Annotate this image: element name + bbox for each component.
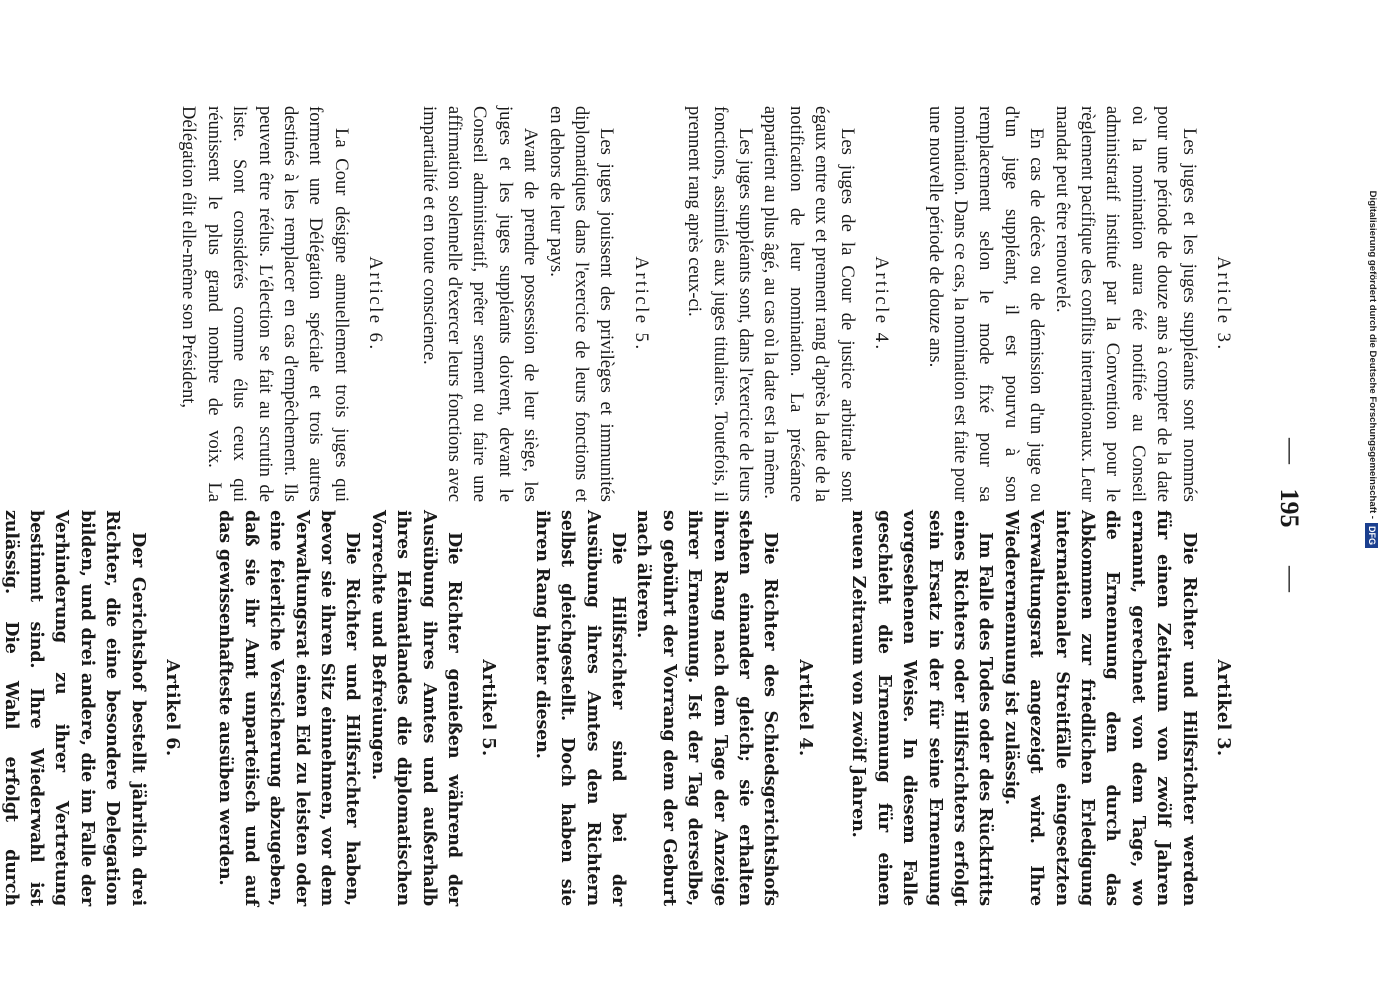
article-heading: Artikel 5. (478, 659, 500, 757)
article-paragraph: Die Richter genießen während der Ausübung ihres Amtes und außerhalb ihres Heimatlandes die diplomatischen Vorrechte und Befreiungen. (367, 510, 466, 906)
french-article-3 (922, 106, 1236, 502)
german-column (0, 510, 1236, 906)
article-heading: Article 4. (871, 256, 893, 352)
digitization-credit (1364, 8, 1380, 548)
article-heading: Artikel 6. (161, 659, 183, 757)
article-heading: Article 6. (365, 256, 387, 352)
article-paragraph: Im Falle des Todes oder des Rücktritts eines Richters oder Hilfsrichters erfolgt sein Ersatz in der für seine Ernennung vorgesehenen Weise. In diesem Falle geschieht die Ernennung für einen neuen Zeitraum von zwölf Jahren. (848, 510, 997, 906)
credit-text: Digitalisierung gefördert durch die Deutsche Forschungsgemeinschaft - (1367, 190, 1378, 519)
german-article-6 (0, 510, 185, 906)
article-heading: Artikel 3. (1213, 659, 1234, 757)
article-paragraph: Die Richter und Hilfsrichter haben, bevor sie ihren Sitz einnehmen, vor dem Verwaltungsrat einen Eid zu leisten oder eine feierliche Versicherung abzugeben, daß sie ihr Amt unparteiisch und auf das gewissenhafteste ausüben werden. (215, 510, 364, 906)
article-heading: Article 3. (1213, 256, 1234, 352)
article-paragraph: La Cour désigne annuellement trois juges qui forment une Délégation spéciale et trois autres destinés à les remplacer en cas d'empêchement. Ils peuvent être réélus. L'élection se fait au scrutin de liste. Sont considérés comme élus ceux qui réunissent le plus grand nombre de voix. La Délégation élit elle-même son Président, (178, 106, 352, 502)
article-paragraph: Die Richter und Hilfsrichter werden für einen Zeitraum von zwölf Jahren ernannt, gerechnet von dem Tage, wo die Ernennung dem durch das Abkommen zur friedlichen Erledigung internationaler Streitfälle eingesetzten Verwaltungsrat angezeigt wird. Ihre Wiederernennung ist zulässig. (1000, 510, 1200, 906)
french-article-6 (176, 106, 388, 502)
german-article-5 (213, 510, 501, 906)
rotated-page (0, 78, 1344, 924)
article-paragraph: Les juges jouissent des privilèges et immunités diplomatiques dans l'exercice de leurs fonctions et en dehors de leur pays. (545, 106, 618, 502)
document-page (0, 78, 1344, 924)
article-heading: Article 5. (630, 256, 652, 352)
article-paragraph: Avant de prendre possession de leur siège, les juges et les juges suppléants doivent, devant le Conseil administratif, prêter serment ou faire une affirmation solennelle d'exercer leurs fonctions avec impartialité et en toute conscience. (418, 106, 542, 502)
french-article-4 (682, 106, 894, 502)
article-heading: Artikel 4. (794, 659, 816, 757)
french-article-5 (416, 106, 654, 502)
article-paragraph: Der Gerichtshof bestellt jährlich drei Richter, die eine besondere Delegation bilden, und drei andere, die im Falle der Verhinderung zu ihrer Vertretung bestimmt sind. Ihre Wiederwahl ist zulässig. Die Wahl erfolgt durch (0, 510, 149, 906)
german-article-3 (846, 510, 1236, 906)
article-paragraph: Les juges et les juges suppléants sont nommés pour une période de douze ans à compter de la date où la nomination aura été notifiée au Conseil administratif institué par la Convention pour le règlement pacifique des conflits internationaux. Leur mandat peut être renouvelé. (1051, 106, 1200, 502)
german-article-4 (529, 510, 817, 906)
article-paragraph: Les juges de la Cour de justice arbitrale sont égaux entre eux et prennent rang d'après la date de la notification de leur nomination. La préséance appartient au plus âgé, au cas où la date est la même. (760, 106, 858, 502)
page-number-dash-left: — (1277, 438, 1306, 464)
article-paragraph: Die Hilfsrichter sind bei der Ausübung ihres Amtes den Richtern selbst gleichgestellt. Doch haben sie ihren Rang hinter diesen. (531, 510, 630, 906)
dfg-logo: DFG (1366, 523, 1379, 548)
french-column (66, 106, 1236, 502)
page-number: 195 (1275, 488, 1304, 528)
article-paragraph: Die Richter des Schiedsgerichtshofs stehen einander gleich; sie erhalten ihren Rang nach dem Tage der Anzeige ihrer Ernennung. Ist der Tag derselbe, so gebührt der Vorrang dem der Geburt nach älteren. (633, 510, 782, 906)
article-paragraph: En cas de décès ou de démission d'un juge ou d'un juge suppléant, il est pourvu à son remplacement selon le mode fixé pour sa nomination. Dans ce cas, la nomination est faite pour une nouvelle période de douze ans. (924, 106, 1048, 502)
article-paragraph: Les juges suppléants sont, dans l'exercice de leurs fonctions, assimilés aux juges titulaires. Toutefois, il prennent rang après ceux-ci. (684, 106, 757, 502)
page-number-dash-right: — (1277, 566, 1306, 592)
